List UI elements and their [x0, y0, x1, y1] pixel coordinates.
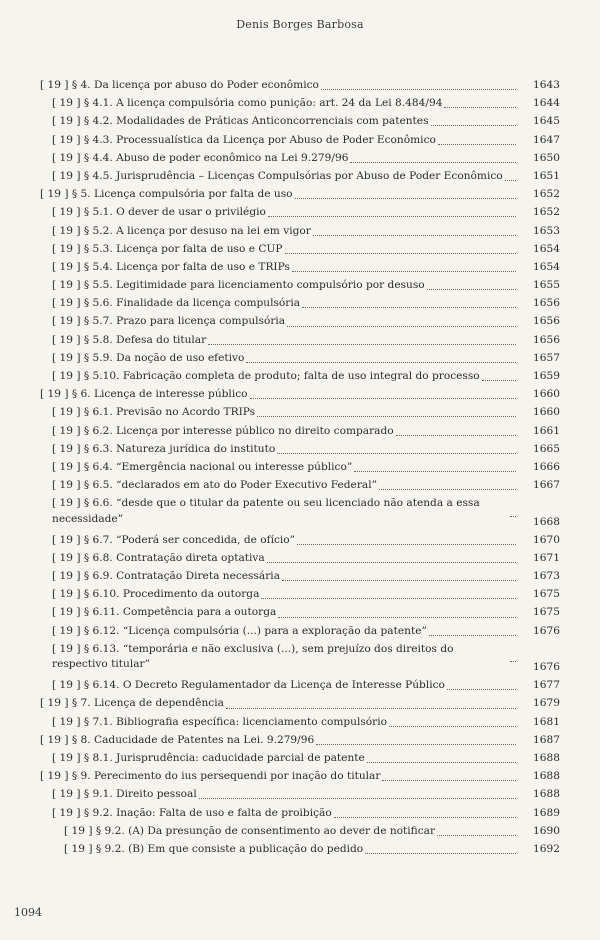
dot-leader — [257, 407, 516, 417]
toc-entry — [52, 785, 516, 803]
toc-page-number: 1661 — [533, 424, 560, 437]
toc-entry-title: [ 19 ] § 6.4. “Emergência nacional ou interesse público” — [52, 460, 353, 473]
toc-page-number: 1675 — [533, 588, 560, 601]
toc-entry-title: [ 19 ] § 9.2. (A) Da presunção de consentimento ao dever de notificar — [64, 824, 436, 837]
toc-page-number: 1660 — [533, 406, 560, 419]
dot-leader — [226, 699, 516, 709]
toc-row — [0, 549, 600, 567]
toc-page-number: 1651 — [533, 169, 560, 182]
dot-leader — [208, 335, 516, 345]
toc-row — [0, 94, 600, 112]
toc-row — [0, 840, 600, 858]
toc-entry-title: [ 19 ] § 6.10. Procedimento da outorga — [52, 588, 260, 601]
toc-row — [0, 385, 600, 403]
toc-entry-title: [ 19 ] § 5.10. Fabricação completa de produto; falta de uso integral do processo — [52, 370, 480, 382]
dot-leader — [510, 652, 516, 662]
toc-page-number: 1688 — [533, 770, 560, 783]
toc-entry-title: [ 19 ] § 8.1. Jurisprudência: caducidade parcial de patente — [52, 751, 365, 764]
toc-row — [0, 585, 600, 603]
dot-leader — [199, 789, 516, 799]
toc-page-number: 1676 — [533, 624, 560, 637]
toc-row — [0, 331, 600, 349]
toc-entry — [52, 440, 516, 458]
toc-entry — [52, 131, 516, 149]
toc-row — [0, 822, 600, 840]
toc-entry-title: [ 19 ] § 5. Licença compulsória por falta de uso — [40, 188, 293, 201]
toc-entry-title: [ 19 ] § 4.3. Processualística da Licença por Abuso de Poder Econômico — [52, 133, 436, 146]
dot-leader — [505, 171, 516, 181]
toc-entry — [52, 222, 516, 240]
toc-page-number: 1666 — [533, 460, 560, 473]
toc-page-number: 1679 — [533, 697, 560, 710]
toc-entry-title: [ 19 ] § 6.1. Previsão no Acordo TRIPs — [52, 406, 256, 419]
toc-row — [0, 640, 600, 676]
toc-row — [0, 440, 600, 458]
toc-row — [0, 203, 600, 221]
toc-entry — [52, 240, 516, 258]
dot-leader — [350, 153, 516, 163]
dot-leader — [313, 226, 516, 236]
toc-row — [0, 276, 600, 294]
toc-row — [0, 258, 600, 276]
toc-entry — [52, 603, 516, 621]
toc-page-number: 1667 — [533, 479, 560, 492]
toc-page-number: 1644 — [533, 97, 560, 110]
toc-page-number: 1652 — [533, 188, 560, 201]
dot-leader — [396, 426, 516, 436]
toc-row — [0, 131, 600, 149]
toc-entry — [52, 531, 516, 549]
dot-leader — [365, 844, 516, 854]
table-of-contents — [0, 76, 600, 858]
toc-entry — [40, 694, 516, 712]
toc-entry — [52, 713, 516, 731]
toc-page-number: 1653 — [533, 224, 560, 237]
page-number: 1094 — [14, 906, 42, 919]
dot-leader — [444, 98, 516, 108]
toc-page-number: 1643 — [533, 79, 560, 91]
dot-leader — [302, 298, 516, 308]
toc-page-number: 1645 — [533, 115, 560, 128]
dot-leader — [510, 507, 516, 517]
toc-entry-title: [ 19 ] § 6.8. Contratação direta optativa — [52, 551, 265, 564]
toc-row — [0, 422, 600, 440]
toc-entry — [52, 258, 516, 276]
toc-row — [0, 603, 600, 621]
toc-entry-title: [ 19 ] § 5.6. Finalidade da licença compulsória — [52, 297, 301, 310]
dot-leader — [367, 753, 516, 763]
toc-row — [0, 731, 600, 749]
toc-entry — [52, 585, 516, 603]
toc-page-number: 1656 — [533, 315, 560, 328]
toc-entry — [40, 185, 516, 203]
toc-row — [0, 804, 600, 822]
dot-leader — [429, 626, 516, 636]
toc-entry — [52, 112, 516, 130]
toc-entry-title: [ 19 ] § 5.9. Da noção de uso efetivo — [52, 351, 245, 364]
toc-entry — [64, 840, 516, 858]
toc-entry — [52, 749, 516, 767]
toc-page-number: 1687 — [533, 733, 560, 746]
toc-entry — [52, 622, 516, 640]
dot-leader — [321, 80, 516, 90]
toc-page-number: 1647 — [533, 133, 560, 146]
dot-leader — [261, 589, 516, 599]
toc-entry-title: [ 19 ] § 5.5. Legitimidade para licenciamento compulsório por desuso — [52, 279, 425, 292]
toc-entry — [52, 422, 516, 440]
toc-entry — [52, 476, 516, 494]
toc-entry-title: [ 19 ] § 4. Da licença por abuso do Poder econômico — [40, 79, 319, 91]
toc-page-number: 1689 — [533, 806, 560, 819]
toc-entry — [64, 822, 516, 840]
toc-entry-title: [ 19 ] § 5.2. A licença por desuso na lei em vigor — [52, 224, 311, 237]
toc-row — [0, 713, 600, 731]
toc-entry — [52, 294, 516, 312]
toc-row — [0, 767, 600, 785]
dot-leader — [292, 262, 516, 272]
dot-leader — [382, 771, 516, 781]
toc-entry-title: [ 19 ] § 6.6. “desde que o titular da patente ou seu licenciado não atenda a essa necessidade” — [52, 497, 480, 525]
toc-row — [0, 149, 600, 167]
toc-entry-title: [ 19 ] § 8. Caducidade de Patentes na Lei. 9.279/96 — [40, 733, 315, 746]
running-header: Denis Borges Barbosa — [236, 18, 364, 31]
toc-entry-title: [ 19 ] § 6.12. “Licença compulsória (...) para a exploração da patente” — [52, 624, 427, 637]
toc-entry-title: [ 19 ] § 5.4. Licença por falta de uso e TRIPs — [52, 260, 290, 273]
toc-page-number: 1654 — [533, 242, 560, 255]
dot-leader — [437, 826, 516, 836]
toc-row — [0, 785, 600, 803]
toc-entry — [52, 349, 516, 367]
dot-leader — [246, 353, 516, 363]
dot-leader — [267, 553, 516, 563]
toc-entry — [52, 367, 516, 385]
toc-entry — [52, 203, 516, 221]
dot-leader — [427, 280, 516, 290]
toc-entry — [52, 549, 516, 567]
toc-entry — [52, 149, 516, 167]
toc-entry-title: [ 19 ] § 4.4. Abuso de poder econômico na Lei 9.279/96 — [52, 151, 349, 164]
toc-entry-title: [ 19 ] § 9.2. (B) Em que consiste a publicação do pedido — [64, 842, 364, 855]
toc-page-number: 1690 — [533, 824, 560, 837]
toc-entry-title: [ 19 ] § 9. Perecimento do ius persequendi por inação do titular — [40, 770, 381, 783]
toc-page-number: 1655 — [533, 279, 560, 292]
toc-page-number: 1652 — [533, 206, 560, 219]
toc-entry — [52, 804, 516, 822]
toc-row — [0, 749, 600, 767]
toc-row — [0, 494, 600, 530]
toc-row — [0, 694, 600, 712]
toc-entry-title: [ 19 ] § 5.8. Defesa do titular — [52, 333, 207, 346]
dot-leader — [268, 207, 516, 217]
toc-page-number: 1665 — [533, 442, 560, 455]
toc-entry-title: [ 19 ] § 6.2. Licença por interesse público no direito comparado — [52, 424, 394, 437]
toc-row — [0, 622, 600, 640]
toc-entry-title: [ 19 ] § 7. Licença de dependência — [40, 697, 224, 710]
toc-entry-title: [ 19 ] § 5.1. O dever de usar o privilégio — [52, 206, 266, 219]
toc-row — [0, 531, 600, 549]
toc-entry — [52, 94, 516, 112]
dot-leader — [287, 317, 516, 327]
toc-page-number: 1688 — [533, 788, 560, 801]
toc-entry — [52, 312, 516, 330]
toc-entry-title: [ 19 ] § 4.1. A licença compulsória como punição: art. 24 da Lei 8.484/94 — [52, 97, 443, 110]
toc-row — [0, 349, 600, 367]
toc-page-number: 1673 — [533, 570, 560, 583]
toc-page-number: 1668 — [533, 515, 560, 528]
dot-leader — [295, 189, 516, 199]
toc-row — [0, 294, 600, 312]
toc-entry — [52, 567, 516, 585]
toc-entry — [52, 640, 516, 673]
toc-entry — [40, 76, 516, 94]
toc-row — [0, 403, 600, 421]
dot-leader — [282, 571, 516, 581]
toc-entry-title: [ 19 ] § 7.1. Bibliografia específica: licenciamento compulsório — [52, 715, 388, 728]
toc-entry — [52, 167, 516, 185]
toc-entry — [52, 676, 516, 694]
toc-page-number: 1650 — [533, 151, 560, 164]
dot-leader — [447, 680, 516, 690]
toc-page-number: 1677 — [533, 679, 560, 692]
dot-leader — [389, 717, 516, 727]
toc-entry-title: [ 19 ] § 6. Licença de interesse público — [40, 388, 248, 401]
toc-page-number: 1675 — [533, 606, 560, 619]
toc-page-number: 1676 — [533, 661, 560, 674]
toc-row — [0, 185, 600, 203]
dot-leader — [297, 535, 516, 545]
dot-leader — [277, 444, 516, 454]
dot-leader — [482, 371, 516, 381]
toc-row — [0, 76, 600, 94]
dot-leader — [438, 135, 516, 145]
dot-leader — [250, 389, 516, 399]
dot-leader — [316, 735, 516, 745]
toc-page-number: 1654 — [533, 260, 560, 273]
toc-entry-title: [ 19 ] § 6.5. “declarados em ato do Poder Executivo Federal” — [52, 479, 378, 492]
toc-entry — [52, 403, 516, 421]
toc-page-number: 1688 — [533, 751, 560, 764]
toc-entry-title: [ 19 ] § 4.2. Modalidades de Práticas Anticoncorrenciais com patentes — [52, 115, 429, 128]
toc-page-number: 1657 — [533, 351, 560, 364]
toc-row — [0, 476, 600, 494]
toc-entry — [40, 767, 516, 785]
toc-page-number: 1681 — [533, 715, 560, 728]
toc-entry — [52, 458, 516, 476]
toc-row — [0, 240, 600, 258]
toc-entry-title: [ 19 ] § 9.1. Direito pessoal — [52, 788, 197, 801]
toc-page-number: 1656 — [533, 333, 560, 346]
toc-page-number: 1656 — [533, 297, 560, 310]
toc-entry-title: [ 19 ] § 6.3. Natureza jurídica do instituto — [52, 442, 276, 455]
toc-entry-title: [ 19 ] § 6.7. “Poderá ser concedida, de ofício” — [52, 533, 296, 546]
toc-entry-title: [ 19 ] § 5.7. Prazo para licença compulsória — [52, 315, 286, 328]
toc-entry-title: [ 19 ] § 6.11. Competência para a outorga — [52, 606, 277, 619]
toc-row — [0, 112, 600, 130]
toc-entry-title: [ 19 ] § 9.2. Inação: Falta de uso e falta de proibição — [52, 806, 332, 819]
dot-leader — [354, 462, 516, 472]
toc-row — [0, 567, 600, 585]
dot-leader — [278, 608, 516, 618]
toc-entry-title: [ 19 ] § 6.14. O Decreto Regulamentador da Licença de Interesse Público — [52, 679, 445, 692]
toc-entry-title: [ 19 ] § 5.3. Licença por falta de uso e CUP — [52, 242, 283, 255]
toc-entry-title: [ 19 ] § 4.5. Jurisprudência – Licenças Compulsórias por Abuso de Poder Econômico — [52, 169, 503, 182]
toc-row — [0, 367, 600, 385]
toc-row — [0, 167, 600, 185]
toc-page-number: 1660 — [533, 388, 560, 401]
toc-page-number: 1692 — [533, 842, 560, 855]
toc-row — [0, 222, 600, 240]
dot-leader — [334, 808, 516, 818]
toc-page-number: 1659 — [533, 370, 560, 382]
toc-page-number: 1671 — [533, 551, 560, 564]
dot-leader — [285, 244, 516, 254]
toc-row — [0, 458, 600, 476]
toc-entry — [40, 385, 516, 403]
toc-entry — [52, 494, 516, 527]
toc-entry-title: [ 19 ] § 6.13. “temporária e não exclusiva (...), sem prejuízo dos direitos do respectivo titular” — [52, 642, 454, 671]
toc-entry-title: [ 19 ] § 6.9. Contratação Direta necessária — [52, 570, 281, 583]
dot-leader — [379, 480, 516, 490]
toc-entry — [52, 276, 516, 294]
toc-page-number: 1670 — [533, 533, 560, 546]
toc-row — [0, 676, 600, 694]
toc-entry — [52, 331, 516, 349]
toc-entry — [40, 731, 516, 749]
dot-leader — [431, 116, 516, 126]
toc-row — [0, 312, 600, 330]
